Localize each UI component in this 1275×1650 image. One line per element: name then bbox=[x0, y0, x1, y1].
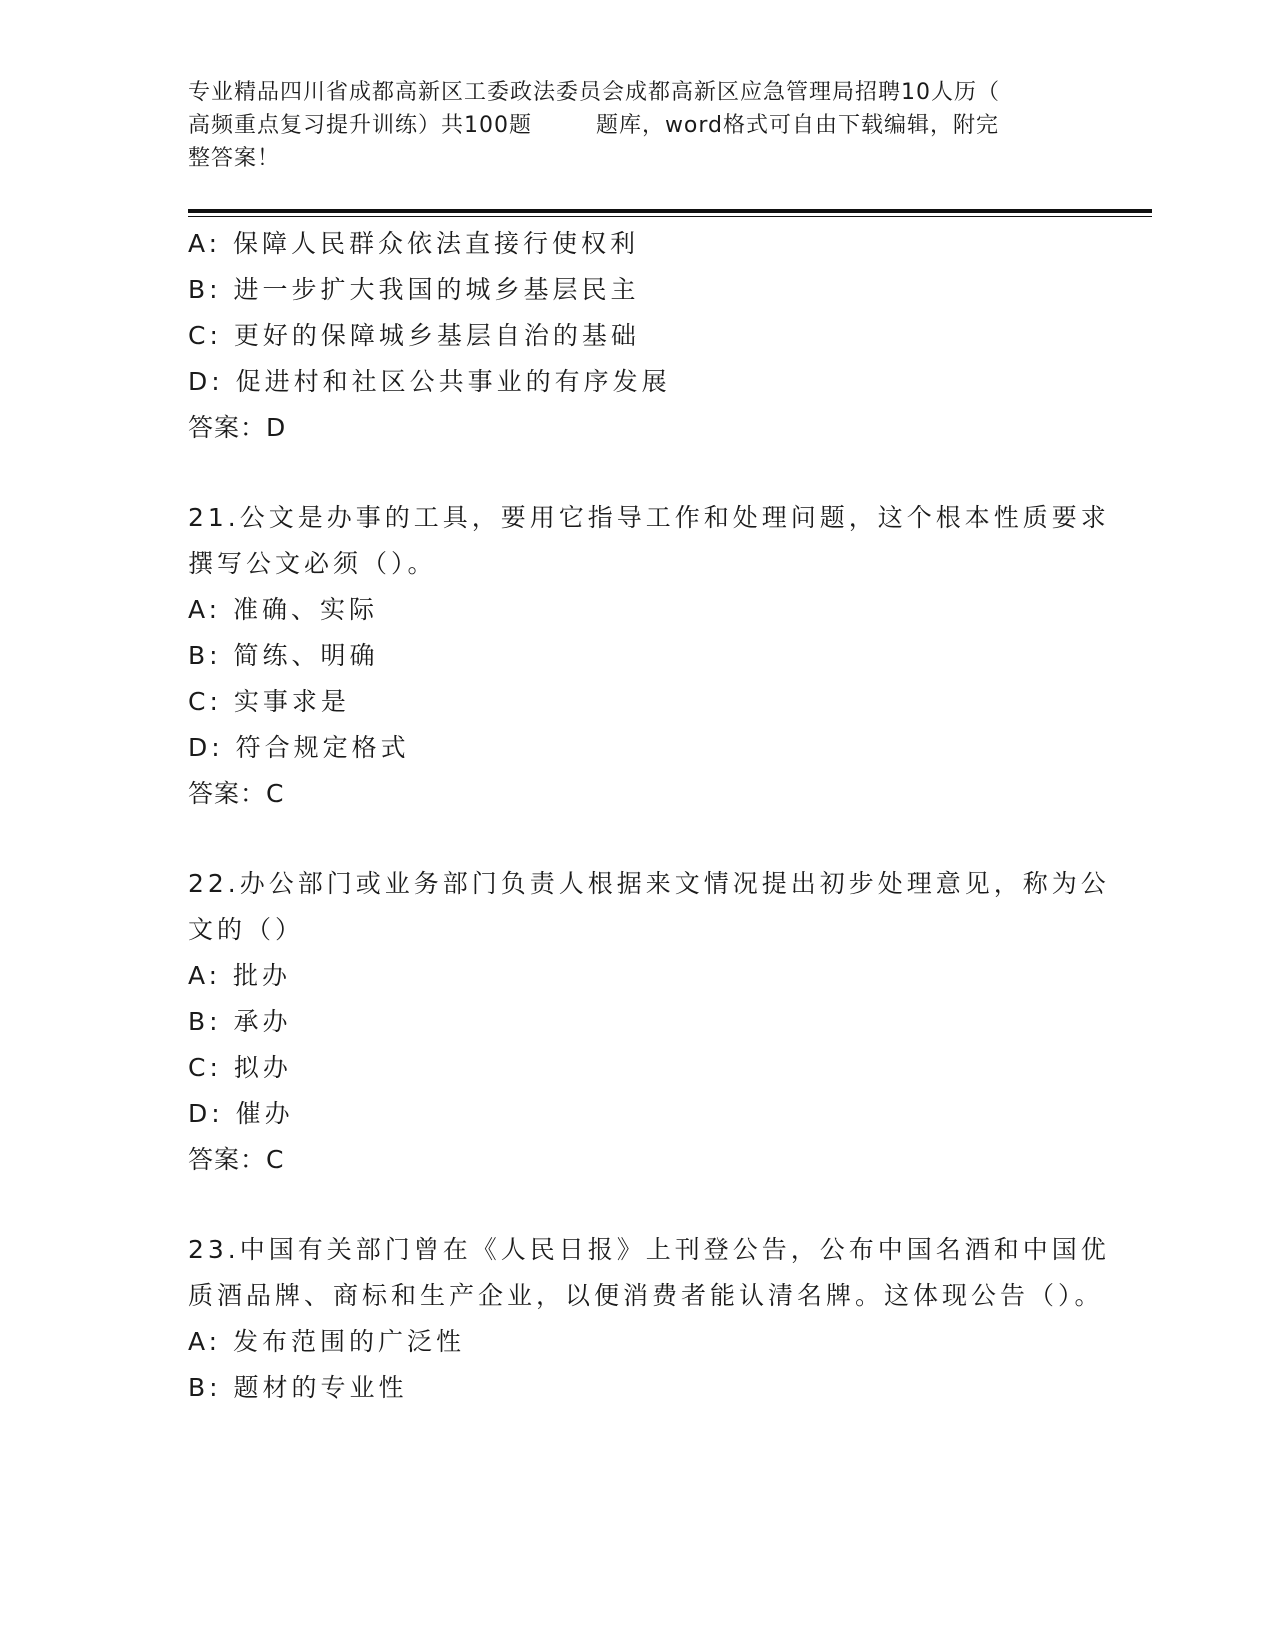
question-block bbox=[188, 861, 1128, 1183]
option-b: B: 题材的专业性 bbox=[188, 1373, 408, 1402]
question-text: 21.公文是办事的工具，要用它指导工作和处理问题，这个根本性质要求撰写公文必须（）。 bbox=[188, 503, 1110, 578]
option-a: A: 准确、实际 bbox=[188, 595, 379, 624]
question-text: 22.办公部门或业务部门负责人根据来文情况提出初步处理意见，称为公文的（） bbox=[188, 869, 1110, 944]
option-a: A: 发布范围的广泛性 bbox=[188, 1327, 466, 1356]
option-a: A: 批办 bbox=[188, 961, 292, 990]
answer-line: 答案：C bbox=[188, 779, 285, 808]
answer-line: 答案：D bbox=[188, 413, 287, 442]
option-b: B: 进一步扩大我国的城乡基层民主 bbox=[188, 275, 640, 304]
option-c: C: 实事求是 bbox=[188, 687, 350, 716]
question-block bbox=[188, 221, 1128, 451]
header-divider-thin bbox=[188, 216, 1152, 217]
option-c: C: 更好的保障城乡基层自治的基础 bbox=[188, 321, 640, 350]
answer-line: 答案：C bbox=[188, 1145, 285, 1174]
header-line-1: 专业精品四川省成都高新区工委政法委员会成都高新区应急管理局招聘10人历（ bbox=[188, 80, 1000, 105]
option-b: B: 承办 bbox=[188, 1007, 292, 1036]
option-d: D: 符合规定格式 bbox=[188, 733, 410, 762]
question-list bbox=[188, 221, 1128, 1411]
header-line-3: 整答案！ bbox=[188, 146, 281, 171]
option-d: D: 促进村和社区公共事业的有序发展 bbox=[188, 367, 671, 396]
option-a: A: 保障人民群众依法直接行使权利 bbox=[188, 229, 640, 258]
header-line-2: 高频重点复习提升训练）共100题 题库，word格式可自由下载编辑，附完 bbox=[188, 113, 1000, 138]
option-b: B: 简练、明确 bbox=[188, 641, 379, 670]
document-header bbox=[188, 76, 1068, 175]
option-c: C: 拟办 bbox=[188, 1053, 292, 1082]
header-divider-thick bbox=[188, 209, 1152, 213]
option-d: D: 催办 bbox=[188, 1099, 294, 1128]
question-block bbox=[188, 1227, 1128, 1411]
question-text: 23.中国有关部门曾在《人民日报》上刊登公告，公布中国名酒和中国优质酒品牌、商标和生产企业，以便消费者能认清名牌。这体现公告（）。 bbox=[188, 1235, 1110, 1310]
question-block bbox=[188, 495, 1128, 817]
